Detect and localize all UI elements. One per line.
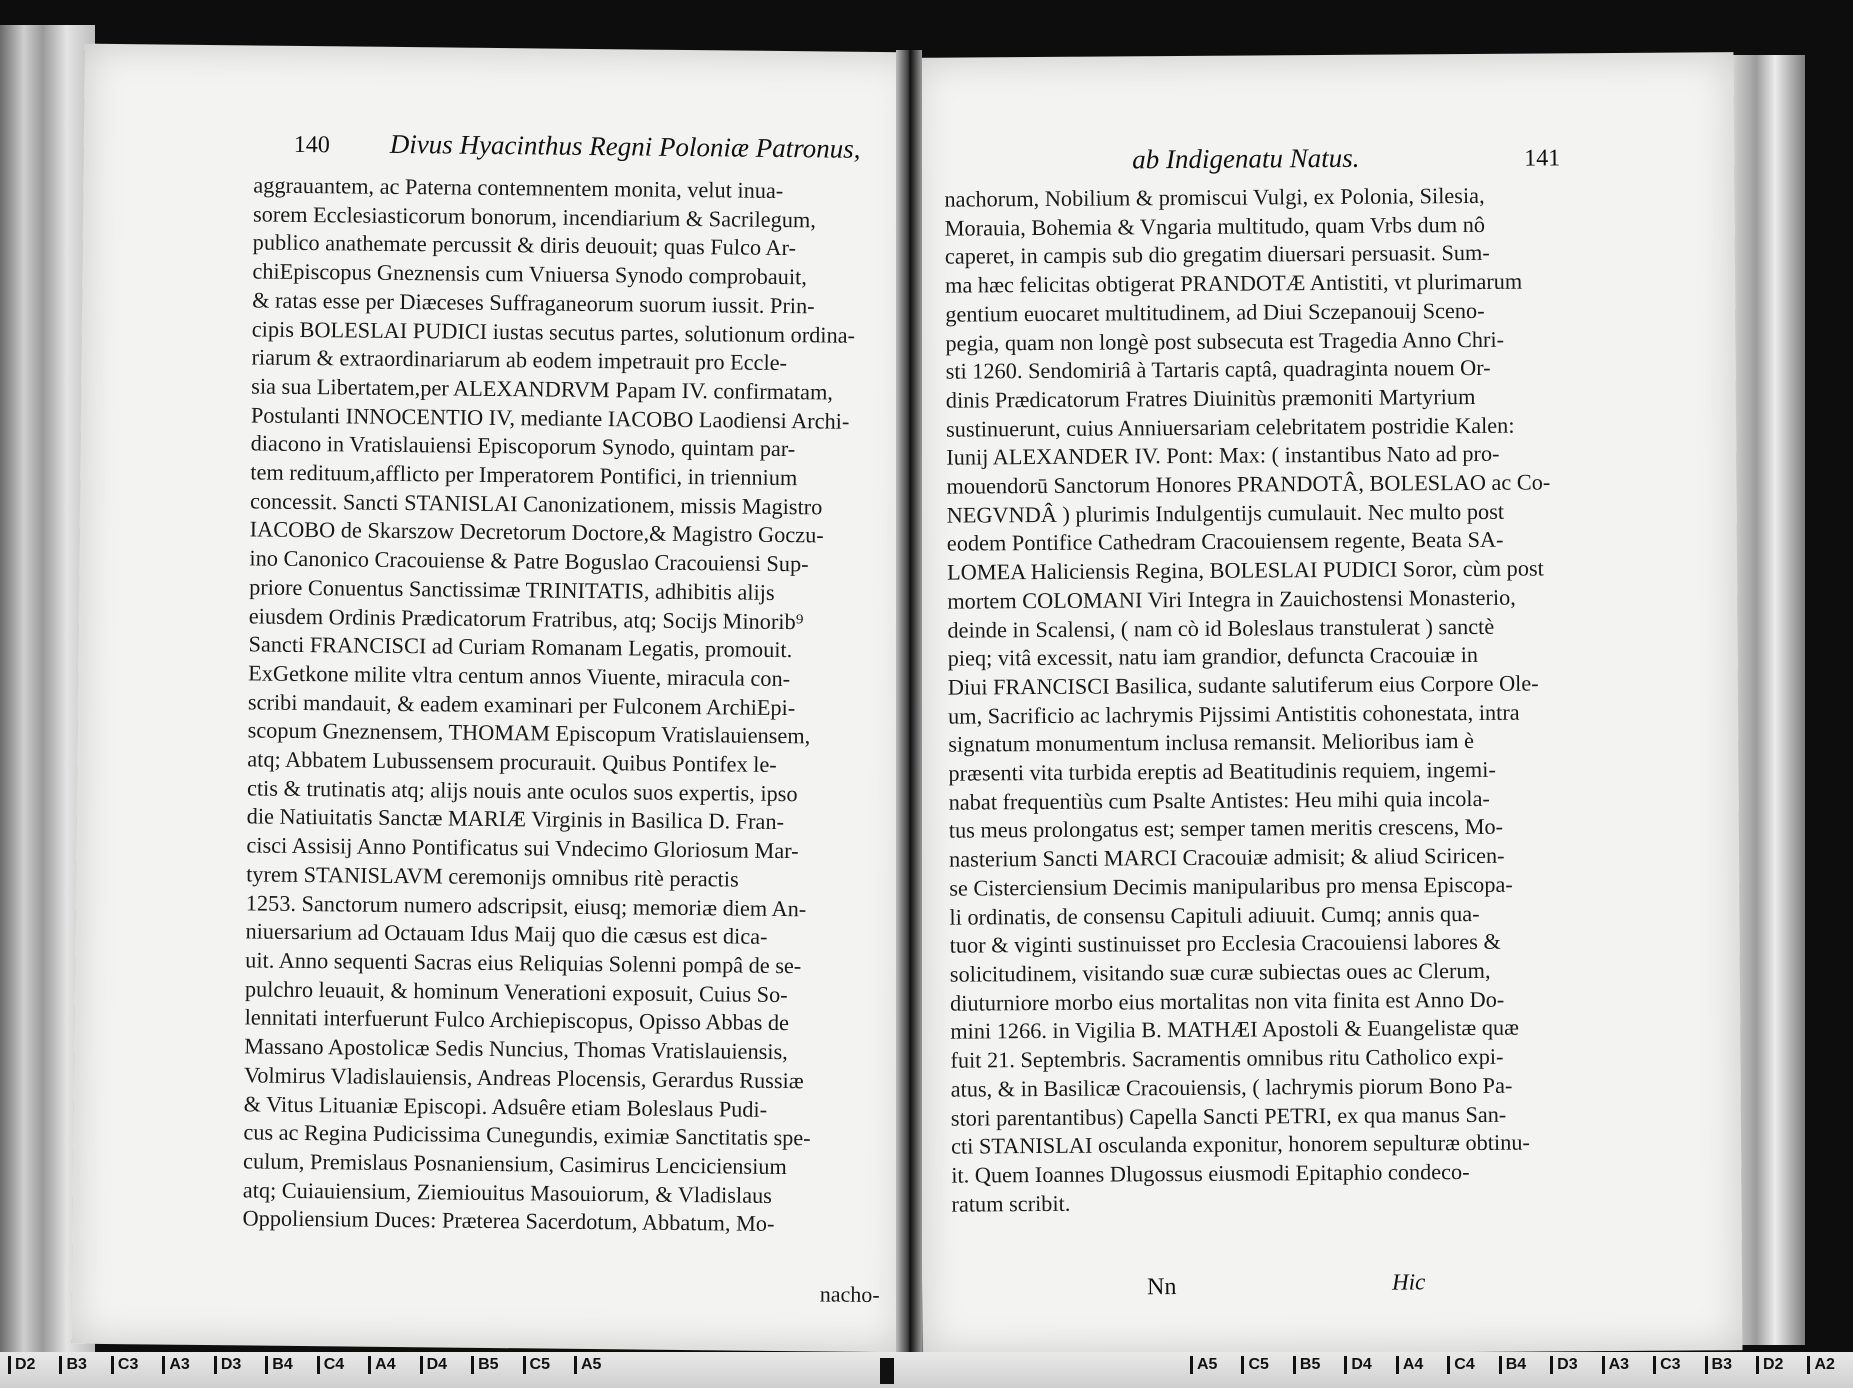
text-line: it. Quem Ioannes Dlugossus eiusmodi Epitaphio condeco-: [951, 1158, 1470, 1188]
target-label: C4: [1447, 1356, 1474, 1374]
text-line: deinde in Scalensi, ( nam cò id Boleslaus transtulerat ) sanctè: [947, 613, 1495, 643]
text-line: gentium euocaret multitudinem, ad Diui Sczepanouij Sceno-: [945, 297, 1485, 327]
target-label: B4: [1499, 1356, 1526, 1374]
text-line: atq; Abbatem Lubussensem procurauit. Quibus Pontifex le-: [247, 746, 777, 778]
text-line: Postulanti INNOCENTIO IV, mediante IACOBO Laodiensi Archi-: [250, 402, 850, 434]
text-line: cisci Assisij Anno Pontificatus sui Vndecimo Gloriosum Mar-: [246, 832, 799, 864]
text-line: priore Conuentus Sanctissimæ TRINITATIS, adhibitis alijs: [249, 574, 775, 605]
text-line: Iunij ALEXANDER IV. Pont: Max: ( instantibus Nato ad pro-: [946, 441, 1500, 470]
text-line: mini 1266. in Vigilia B. MATHÆI Apostoli & Euangelistæ quæ: [950, 1015, 1520, 1045]
text-line: caperet, in campis sub dio gregatim diuersari persuasit. Sum-: [944, 240, 1490, 270]
text-line: pegia, quam non longè post subsecuta est Tragedia Anno Chri-: [945, 326, 1505, 356]
text-line: concessit. Sancti STANISLAI Canonizationem, missis Magistro: [249, 488, 823, 520]
target-label: A4: [1396, 1356, 1423, 1374]
text-line: Oppoliensium Duces: Præterea Sacerdotum, Abbatum, Mo-: [242, 1205, 775, 1237]
book-edge-right: [1730, 55, 1805, 1345]
target-label: D3: [1550, 1356, 1577, 1374]
text-line: solicitudinem, visitando suæ curæ subiectas oues ac Clerum,: [949, 957, 1491, 987]
target-label: B4: [265, 1356, 292, 1374]
text-line: tuor & viginti sustinuisset pro Ecclesia Cracouiensi labores &: [949, 929, 1501, 958]
right-page: [913, 52, 1742, 1356]
right-running-title: ab Indigenatu Natus.: [1132, 142, 1360, 175]
text-line: li ordinatis, de consensu Capituli adiuuit. Cumq; annis qua-: [949, 900, 1480, 930]
text-line: LOMEA Haliciensis Regina, BOLESLAI PUDICI Soror, cùm post: [946, 555, 1544, 585]
text-line: diacono in Vratislauiensi Episcoporum Synodo, quintam par-: [250, 430, 796, 462]
text-line: riarum & extraordinariarum ab eodem impetrauit pro Eccle-: [251, 344, 788, 376]
text-line: Diui FRANCISCI Basilica, sudante salutiferum eius Corpore Ole-: [947, 670, 1539, 700]
text-line: nasterium Sancti MARCI Cracouiæ admisit; & aliud Sciricen-: [948, 842, 1505, 872]
right-body-text: [944, 181, 1591, 1219]
text-line: die Natiuitatis Sanctæ MARIÆ Virginis in Basilica D. Fran-: [246, 803, 785, 835]
text-line: præsenti vita turbida ereptis ad Beatitudinis requiem, ingemi-: [948, 756, 1496, 786]
text-line: 1253. Sanctorum numero adscripsit, eiusq; memoriæ diem An-: [245, 889, 807, 921]
text-line: atq; Cuiauiensium, Ziemiouitus Masouiorum, & Vladislaus: [242, 1177, 773, 1208]
target-labels-left: [8, 1356, 625, 1374]
text-line: sustinuerunt, cuius Anniuersariam celebritatem postridie Kalen:: [945, 412, 1515, 442]
text-line: pulchro leuauit, & hominum Venerationi exposuit, Cuius So-: [244, 976, 788, 1007]
text-line: ctis & trutinatis atq; alijs nouis ante oculos suos expertis, ipso: [246, 775, 798, 806]
text-line: ExGetkone milite vltra centum annos Viuente, miracula con-: [248, 660, 791, 692]
text-line: Massano Apostolicæ Sedis Nuncius, Thomas Vratislauiensis,: [244, 1033, 788, 1065]
target-label: B3: [1705, 1356, 1732, 1374]
text-line: tem redituum,afflicto per Imperatorem Pontifici, in triennium: [250, 459, 798, 491]
text-line: ratum scribit.: [951, 1190, 1071, 1217]
target-label: B5: [1293, 1356, 1320, 1374]
right-running-head: [914, 134, 1734, 180]
left-body-text: [242, 171, 881, 1240]
scan-target-strip: [0, 1352, 1853, 1388]
text-line: lennitati interfuerunt Fulco Archiepiscopus, Opisso Abbas de: [244, 1004, 790, 1036]
target-label: C5: [523, 1356, 550, 1374]
text-line: aggrauantem, ac Paterna contemnentem monita, velut inua-: [253, 172, 784, 204]
target-label: D3: [214, 1356, 241, 1374]
text-line: tyrem STANISLAVM ceremonijs omnibus ritè peractis: [246, 861, 739, 892]
target-label: A2: [1807, 1356, 1834, 1374]
text-line: diuturniore morbo eius mortalitas non vita finita est Anno Do-: [949, 986, 1505, 1016]
text-line: mouendorū Sanctorum Honores PRANDOTÂ, BOLESLAO ac Co-: [946, 469, 1551, 499]
signature-mark: Nn: [1146, 1274, 1177, 1301]
target-label: A5: [574, 1356, 601, 1374]
book-gutter: [896, 50, 922, 1360]
text-line: Morauia, Bohemia & Vngaria multitudo, quam Vrbs dum nô: [944, 211, 1486, 241]
left-catchword: nacho-: [819, 1281, 880, 1308]
text-line: stori parentantibus) Capella Sancti PETRI, ex qua manus San-: [950, 1101, 1507, 1131]
target-label: B5: [471, 1356, 498, 1374]
text-line: & ratas esse per Diæceses Suffraganeorum suorum iussit. Prin-: [252, 287, 815, 319]
text-line: sia sua Libertatem,per ALEXANDRVM Papam IV. confirmatam,: [251, 373, 834, 405]
text-line: nabat frequentiùs cum Psalte Antistes: Heu mihi quia incola-: [948, 785, 1490, 815]
text-line: culum, Premislaus Posnaniensium, Casimirus Lenciciensium: [243, 1148, 787, 1179]
target-label: A3: [162, 1356, 189, 1374]
text-line: nachorum, Nobilium & promiscui Vulgi, ex Polonia, Silesia,: [944, 182, 1485, 212]
text-line: ino Canonico Cracouiense & Patre Boguslao Cracouiensi Sup-: [249, 545, 809, 577]
text-line: publico anathemate percussit & diris deuouit; quas Fulco Ar-: [252, 229, 797, 261]
text-line: & Vitus Lituaniæ Episcopi. Adsuêre etiam Boleslaus Pudi-: [243, 1090, 768, 1122]
text-line: Volmirus Vladislauiensis, Andreas Plocensis, Gerardus Russiæ: [243, 1062, 804, 1094]
text-line: pieq; vitâ excessit, natu iam grandior, defuncta Cracouiæ in: [947, 642, 1479, 671]
text-line: sti 1260. Sendomiriâ à Tartaris captâ, quadraginta nouem Or-: [945, 355, 1491, 384]
target-label: A5: [1190, 1356, 1217, 1374]
text-line: fuit 21. Septembris. Sacramentis omnibus ritu Catholico expi-: [950, 1043, 1504, 1073]
target-label: A3: [1602, 1356, 1629, 1374]
target-labels-right: [1190, 1356, 1853, 1374]
right-page-number: 141: [1524, 145, 1561, 172]
target-label: C3: [1653, 1356, 1680, 1374]
text-line: IACOBO de Skarszow Decretorum Doctore,& Magistro Goczu-: [249, 516, 824, 548]
text-line: eiusdem Ordinis Prædicatorum Fratribus, atq; Socijs Minorib⁹: [248, 602, 804, 634]
text-line: dinis Prædicatorum Fratres Diuinitùs præmoniti Martyrium: [945, 383, 1476, 413]
target-label: C3: [111, 1356, 138, 1374]
text-line: scopum Gneznensem, THOMAM Episcopum Vratislauiensem,: [247, 717, 811, 749]
text-line: niuersarium ad Octauam Idus Maij quo die cæsus est dica-: [245, 918, 768, 950]
left-running-title: Divus Hyacinthus Regni Poloniæ Patronus,: [389, 128, 861, 164]
text-line: sorem Ecclesiasticorum bonorum, incendiarium & Sacrilegum,: [252, 201, 817, 233]
left-page: [71, 44, 917, 1353]
text-line: cus ac Regina Pudicissima Cunegundis, eximiæ Sanctitatis spe-: [243, 1119, 811, 1151]
text-line: scribi mandauit, & eadem examinari per Fulconem ArchiEpi-: [247, 689, 796, 720]
target-label: C4: [317, 1356, 344, 1374]
text-line: eodem Pontifice Cathedram Cracouiensem regente, Beata SA-: [946, 527, 1504, 557]
text-line: cipis BOLESLAI PUDICI iustas secutus partes, solutionum ordina-: [251, 315, 856, 348]
target-label: D4: [420, 1356, 447, 1374]
target-label: D2: [1756, 1356, 1783, 1374]
text-line: se Cisterciensium Decimis manipularibus pro mensa Episcopa-: [949, 871, 1513, 901]
left-running-head: [84, 126, 916, 175]
target-label: C5: [1241, 1356, 1268, 1374]
text-line: uit. Anno sequenti Sacras eius Reliquias Solenni pompâ de se-: [245, 947, 802, 979]
text-line: atus, & in Basilicæ Cracouiensis, ( lachrymis piorum Bono Pa-: [950, 1072, 1513, 1102]
target-label: D4: [1344, 1356, 1371, 1374]
text-line: tus meus prolongatus est; semper tamen meritis crescens, Mo-: [948, 814, 1504, 844]
text-line: cti STANISLAI osculanda exponitur, honorem sepulturæ obtinu-: [950, 1129, 1530, 1159]
target-label: B3: [59, 1356, 86, 1374]
right-catchword: Hic: [1391, 1269, 1426, 1295]
text-line: mortem COLOMANI Viri Integra in Zauichostensi Monasterio,: [947, 584, 1516, 614]
text-line: NEGVNDÂ ) plurimis Indulgentijs cumulauit. Nec multo post: [946, 498, 1505, 528]
text-line: chiEpiscopus Gneznensis cum Vniuersa Synodo comprobauit,: [252, 258, 808, 290]
target-label: D2: [8, 1356, 35, 1374]
left-page-number: 140: [293, 131, 330, 159]
text-line: ma hæc felicitas obtigerat PRANDOTÆ Antistiti, vt plurimarum: [944, 268, 1523, 298]
text-line: um, Sacrificio ac lachrymis Pijssimi Antistitis cohonestata, intra: [947, 699, 1520, 729]
text-line: Sancti FRANCISCI ad Curiam Romanam Legatis, promouit.: [248, 631, 793, 663]
text-line: signatum monumentum inclusa remansit. Melioribus iam è: [948, 728, 1475, 758]
target-center-mark: [880, 1358, 894, 1384]
target-label: A4: [368, 1356, 395, 1374]
